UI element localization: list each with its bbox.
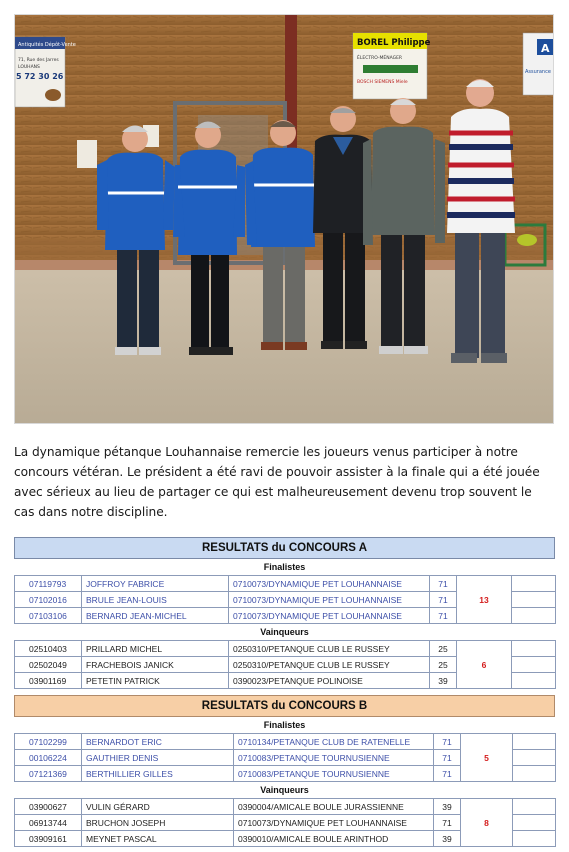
empty-cell bbox=[512, 657, 556, 673]
dept-cell: 71 bbox=[430, 592, 457, 608]
licence-cell: 06913744 bbox=[15, 815, 82, 831]
club-cell: 0710073/DYNAMIQUE PET LOUHANNAISE bbox=[229, 608, 430, 624]
team-photo bbox=[14, 14, 554, 424]
svg-text:ÉLECTRO-MÉNAGER: ÉLECTRO-MÉNAGER bbox=[357, 56, 403, 61]
concours-b-vainqueurs-table bbox=[14, 798, 556, 847]
licence-cell: 03909161 bbox=[15, 831, 82, 847]
club-cell: 0250310/PETANQUE CLUB LE RUSSEY bbox=[229, 657, 430, 673]
club-cell: 0390010/AMICALE BOULE ARINTHOD bbox=[234, 831, 434, 847]
licence-cell: 03901169 bbox=[15, 673, 82, 689]
player-name-cell: VULIN GÉRARD bbox=[82, 799, 234, 815]
club-cell: 0250310/PETANQUE CLUB LE RUSSEY bbox=[229, 641, 430, 657]
table-row bbox=[15, 641, 556, 657]
player-name-cell: PETETIN PATRICK bbox=[82, 673, 229, 689]
score-cell: 5 bbox=[461, 734, 513, 782]
dept-cell: 71 bbox=[434, 750, 461, 766]
licence-cell: 07102299 bbox=[15, 734, 82, 750]
svg-text:71, Rue des Jarres: 71, Rue des Jarres bbox=[18, 58, 59, 63]
club-cell: 0710073/DYNAMIQUE PET LOUHANNAISE bbox=[229, 592, 430, 608]
shop-sign-borel bbox=[353, 33, 431, 99]
empty-cell bbox=[512, 592, 556, 608]
intro-paragraph: La dynamique pétanque Louhannaise remercie les joueurs venus participer à notre concours vétéran. Le président a été ravi de pouvoir assister à la finale qui a été jouée avec sérieux au lieu de partager ce qui est malheureusement devenu trop souvent le cas dans notre discipline. bbox=[14, 445, 540, 519]
dept-cell: 25 bbox=[430, 641, 457, 657]
dept-cell: 71 bbox=[434, 734, 461, 750]
dept-cell: 71 bbox=[434, 815, 461, 831]
svg-text:BOREL Philippe: BOREL Philippe bbox=[357, 38, 431, 48]
club-cell: 0710073/DYNAMIQUE PET LOUHANNAISE bbox=[234, 815, 434, 831]
svg-text:A: A bbox=[541, 42, 550, 55]
licence-cell: 07121369 bbox=[15, 766, 82, 782]
dept-cell: 71 bbox=[430, 576, 457, 592]
player-name-cell: BERTHILLIER GILLES bbox=[82, 766, 234, 782]
concours-a-finalistes-table bbox=[14, 575, 556, 624]
licence-cell: 07103106 bbox=[15, 608, 82, 624]
concours-b-vainqueurs-label: Vainqueurs bbox=[260, 785, 309, 795]
dept-cell: 25 bbox=[430, 657, 457, 673]
svg-text:Antiquités Dépôt-Vente: Antiquités Dépôt-Vente bbox=[18, 42, 76, 48]
licence-cell: 00106224 bbox=[15, 750, 82, 766]
concours-a-vainqueurs-label: Vainqueurs bbox=[260, 627, 309, 637]
licence-cell: 02510403 bbox=[15, 641, 82, 657]
player-name-cell: MEYNET PASCAL bbox=[82, 831, 234, 847]
club-cell: 0390023/PETANQUE POLINOISE bbox=[229, 673, 430, 689]
empty-cell bbox=[512, 608, 556, 624]
table-row bbox=[15, 734, 556, 750]
club-cell: 0710083/PETANQUE TOURNUSIENNE bbox=[234, 750, 434, 766]
player-name-cell: BERNARDOT ERIC bbox=[82, 734, 234, 750]
player-name-cell: PRILLARD MICHEL bbox=[82, 641, 229, 657]
concours-a-title: RESULTATS du CONCOURS A bbox=[14, 537, 555, 559]
empty-cell bbox=[512, 641, 556, 657]
table-row bbox=[15, 799, 556, 815]
score-cell: 8 bbox=[461, 799, 513, 847]
empty-cell bbox=[513, 734, 556, 750]
score-cell: 6 bbox=[457, 641, 512, 689]
club-cell: 0390004/AMICALE BOULE JURASSIENNE bbox=[234, 799, 434, 815]
empty-cell bbox=[512, 576, 556, 592]
score-cell: 13 bbox=[457, 576, 512, 624]
empty-cell bbox=[513, 815, 556, 831]
licence-cell: 03900627 bbox=[15, 799, 82, 815]
concours-b-title: RESULTATS du CONCOURS B bbox=[14, 695, 555, 717]
empty-cell bbox=[513, 766, 556, 782]
results-concours-b bbox=[14, 695, 555, 847]
svg-text:BOSCH SIEMENS Miele: BOSCH SIEMENS Miele bbox=[357, 80, 408, 85]
concours-a-finalistes-label: Finalistes bbox=[263, 562, 306, 572]
concours-b-finalistes-label: Finalistes bbox=[263, 720, 306, 730]
svg-text:LOUHANS: LOUHANS bbox=[18, 65, 40, 70]
dept-cell: 39 bbox=[434, 831, 461, 847]
player-name-cell: BRUCHON JOSEPH bbox=[82, 815, 234, 831]
svg-text:Assurance: Assurance bbox=[525, 69, 551, 75]
dept-cell: 39 bbox=[430, 673, 457, 689]
concours-a-vainqueurs-table bbox=[14, 640, 556, 689]
club-cell: 0710073/DYNAMIQUE PET LOUHANNAISE bbox=[229, 576, 430, 592]
licence-cell: 02502049 bbox=[15, 657, 82, 673]
empty-cell bbox=[513, 799, 556, 815]
player-name-cell: JOFFROY FABRICE bbox=[82, 576, 229, 592]
dept-cell: 71 bbox=[430, 608, 457, 624]
player-name-cell: BERNARD JEAN-MICHEL bbox=[82, 608, 229, 624]
table-row bbox=[15, 576, 556, 592]
empty-cell bbox=[513, 831, 556, 847]
concours-b-finalistes-table bbox=[14, 733, 556, 782]
dept-cell: 39 bbox=[434, 799, 461, 815]
empty-cell bbox=[512, 673, 556, 689]
player-name-cell: FRACHEBOIS JANICK bbox=[82, 657, 229, 673]
player-name-cell: GAUTHIER DENIS bbox=[82, 750, 234, 766]
results-concours-a bbox=[14, 537, 555, 689]
shop-sign-right bbox=[523, 33, 554, 95]
licence-cell: 07119793 bbox=[15, 576, 82, 592]
licence-cell: 07102016 bbox=[15, 592, 82, 608]
empty-cell bbox=[513, 750, 556, 766]
club-cell: 0710134/PETANQUE CLUB DE RATENELLE bbox=[234, 734, 434, 750]
svg-text:5 72 30 26: 5 72 30 26 bbox=[16, 72, 64, 81]
club-cell: 0710083/PETANQUE TOURNUSIENNE bbox=[234, 766, 434, 782]
player-name-cell: BRULE JEAN-LOUIS bbox=[82, 592, 229, 608]
dept-cell: 71 bbox=[434, 766, 461, 782]
